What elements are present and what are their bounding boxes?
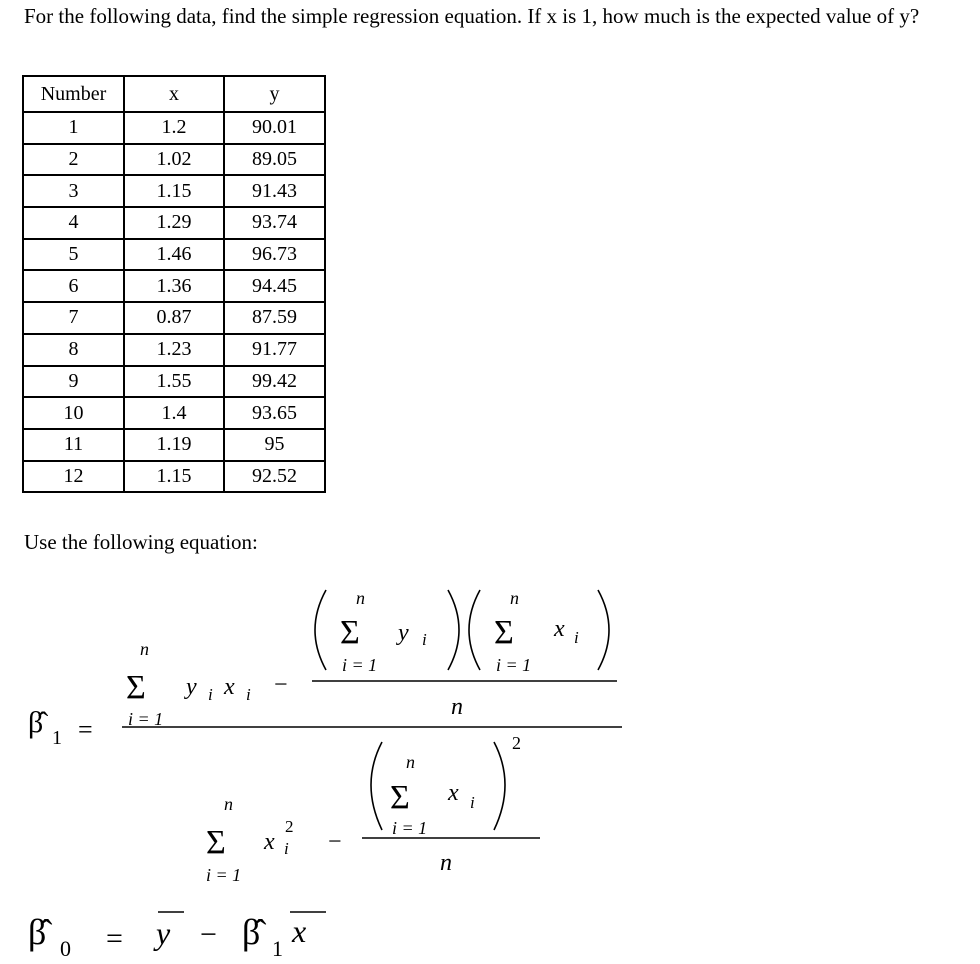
cell-number: 4: [23, 207, 124, 239]
cell-number: 9: [23, 366, 124, 398]
beta1-subscript: 1: [272, 936, 283, 961]
cell-x: 1.15: [124, 461, 224, 493]
var-x: x: [224, 674, 235, 700]
cell-x: 1.29: [124, 207, 224, 239]
cell-y: 90.01: [224, 112, 325, 144]
cell-x: 1.55: [124, 366, 224, 398]
cell-number: 10: [23, 397, 124, 429]
sum-lower-i1: i = 1: [128, 709, 164, 729]
sum-lower-i1: i = 1: [206, 865, 242, 885]
cell-x: 1.15: [124, 175, 224, 207]
cell-x: 1.23: [124, 334, 224, 366]
sum-upper-n: n: [224, 794, 233, 814]
paren-left: [469, 590, 480, 670]
cell-number: 8: [23, 334, 124, 366]
paren-right: [448, 590, 459, 670]
cell-y: 93.74: [224, 207, 325, 239]
cell-y: 99.42: [224, 366, 325, 398]
sub-i: i: [284, 839, 289, 858]
cell-y: 92.52: [224, 461, 325, 493]
sigma-x2: Σ: [206, 824, 226, 861]
beta1-formula: [28, 588, 622, 885]
beta1-subscript: 1: [52, 727, 62, 749]
var-y: y: [186, 674, 197, 700]
beta0-subscript: 0: [60, 936, 71, 961]
sum-lower-i1: i = 1: [392, 818, 428, 838]
var-x: x: [264, 829, 275, 855]
cell-number: 3: [23, 175, 124, 207]
sub-i: i: [208, 685, 213, 704]
sum-upper-n: n: [140, 639, 149, 659]
cell-x: 1.36: [124, 270, 224, 302]
superscript-2: 2: [285, 817, 294, 836]
cell-x: 1.02: [124, 144, 224, 176]
paren-right: [598, 590, 609, 670]
cell-y: 94.45: [224, 270, 325, 302]
cell-x: 0.87: [124, 302, 224, 334]
sum-upper-n: n: [406, 752, 415, 772]
cell-x: 1.19: [124, 429, 224, 461]
instruction-text: Use the following equation:: [24, 530, 258, 554]
minus-sign: −: [274, 672, 288, 698]
cell-number: 6: [23, 270, 124, 302]
cell-number: 5: [23, 239, 124, 271]
var-n: n: [440, 850, 452, 876]
cell-x: 1.46: [124, 239, 224, 271]
cell-y: 95: [224, 429, 325, 461]
sigma-y: Σ: [340, 614, 360, 651]
sum-lower-i1: i = 1: [496, 655, 532, 675]
superscript-2: 2: [512, 733, 521, 753]
beta1-symbol: β̂: [242, 912, 261, 952]
cell-number: 12: [23, 461, 124, 493]
minus-sign: −: [328, 829, 342, 855]
cell-y: 87.59: [224, 302, 325, 334]
sum-upper-n: n: [356, 588, 365, 608]
minus-sign: −: [200, 918, 217, 951]
equals-sign: =: [106, 922, 123, 955]
var-n: n: [451, 694, 463, 720]
header-y: y: [224, 76, 325, 112]
cell-number: 1: [23, 112, 124, 144]
paren-left: [371, 742, 382, 830]
sub-i: i: [470, 793, 475, 812]
cell-y: 91.77: [224, 334, 325, 366]
sum-upper-n: n: [510, 588, 519, 608]
sigma-yx: Σ: [126, 669, 146, 706]
sigma-x: Σ: [494, 614, 514, 651]
cell-number: 7: [23, 302, 124, 334]
cell-number: 11: [23, 429, 124, 461]
var-xbar: x: [292, 913, 307, 949]
cell-y: 89.05: [224, 144, 325, 176]
var-x: x: [448, 780, 459, 806]
sum-lower-i1: i = 1: [342, 655, 378, 675]
cell-y: 96.73: [224, 239, 325, 271]
paren-right: [494, 742, 505, 830]
beta1-symbol: β̂: [28, 706, 44, 739]
header-x: x: [124, 76, 224, 112]
cell-y: 93.65: [224, 397, 325, 429]
cell-x: 1.2: [124, 112, 224, 144]
sub-i: i: [246, 685, 251, 704]
var-y: y: [398, 620, 409, 646]
cell-number: 2: [23, 144, 124, 176]
cell-y: 91.43: [224, 175, 325, 207]
sub-i: i: [422, 630, 427, 649]
var-ybar: y: [156, 915, 171, 951]
beta0-formula: [28, 912, 326, 961]
cell-x: 1.4: [124, 397, 224, 429]
sigma-x: Σ: [390, 779, 410, 816]
equals-sign: =: [78, 715, 93, 744]
var-x: x: [554, 616, 565, 642]
paren-left: [315, 590, 326, 670]
sub-i: i: [574, 628, 579, 647]
question-text: For the following data, find the simple regression equation. If x is 1, how much is the expected value of y?: [24, 4, 920, 28]
beta0-symbol: β̂: [28, 912, 47, 952]
header-number: Number: [23, 76, 124, 112]
